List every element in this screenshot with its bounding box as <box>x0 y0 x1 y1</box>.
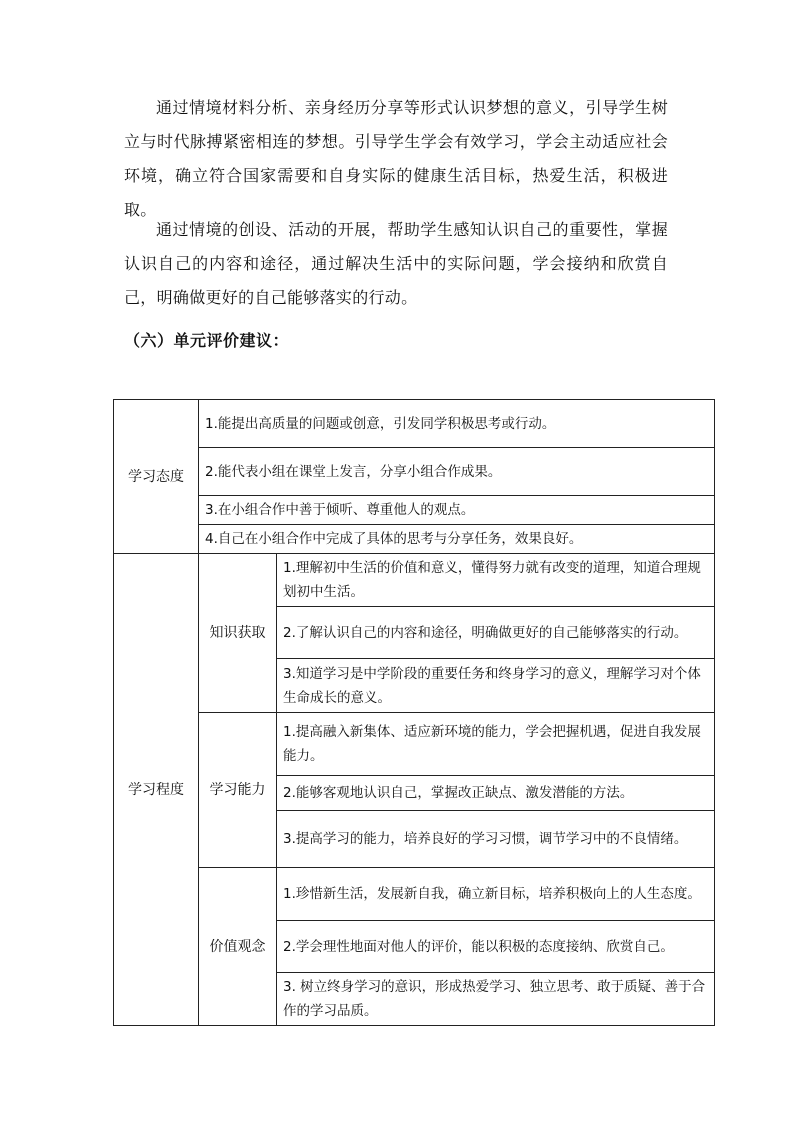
values-item-3: 3. 树立终身学习的意识，形成热爱学习、独立思考、敢于质疑、善于合作的学习品质。 <box>277 973 715 1026</box>
attitude-item-1: 1.能提出高质量的问题或创意，引发同学积极思考或行动。 <box>199 400 715 448</box>
values-item-1: 1.珍惜新生活，发展新自我，确立新目标，培养积极向上的人生态度。 <box>277 868 715 921</box>
table-row <box>114 496 715 525</box>
category-degree: 学习程度 <box>114 554 199 1026</box>
table-row <box>114 868 715 921</box>
knowledge-item-3: 3.知道学习是中学阶段的重要任务和终身学习的意义，理解学习对个体生命成长的意义。 <box>277 659 715 713</box>
subcategory-knowledge: 知识获取 <box>199 554 277 713</box>
subcategory-ability: 学习能力 <box>199 713 277 868</box>
table-row <box>114 713 715 776</box>
knowledge-item-2: 2.了解认识自己的内容和途径，明确做更好的自己能够落实的行动。 <box>277 607 715 659</box>
table-row <box>114 525 715 554</box>
ability-item-3: 3.提高学习的能力，培养良好的学习习惯，调节学习中的不良情绪。 <box>277 811 715 868</box>
category-attitude: 学习态度 <box>114 400 199 554</box>
section-title: （六）单元评价建议： <box>124 331 290 350</box>
table-row <box>114 448 715 496</box>
attitude-item-3: 3.在小组合作中善于倾听、尊重他人的观点。 <box>199 496 715 525</box>
evaluation-table <box>113 399 715 1026</box>
ability-item-1: 1.提高融入新集体、适应新环境的能力，学会把握机遇，促进自我发展能力。 <box>277 713 715 776</box>
attitude-item-4: 4.自己在小组合作中完成了具体的思考与分享任务，效果良好。 <box>199 525 715 554</box>
table-row <box>114 554 715 607</box>
ability-item-2: 2.能够客观地认识自己，掌握改正缺点、激发潜能的方法。 <box>277 776 715 811</box>
subcategory-values: 价值观念 <box>199 868 277 1026</box>
knowledge-item-1: 1.理解初中生活的价值和意义，懂得努力就有改变的道理，知道合理规划初中生活。 <box>277 554 715 607</box>
intro-paragraph-2: 通过情境的创设、活动的开展，帮助学生感知认识自己的重要性，掌握认识自己的内容和途径，通过解决生活中的实际问题，学会接纳和欣赏自己，明确做更好的自己能够落实的行动。 <box>124 220 668 307</box>
values-item-2: 2.学会理性地面对他人的评价，能以积极的态度接纳、欣赏自己。 <box>277 921 715 973</box>
attitude-item-2: 2.能代表小组在课堂上发言，分享小组合作成果。 <box>199 448 715 496</box>
table-row <box>114 400 715 448</box>
intro-paragraph-1: 通过情境材料分析、亲身经历分享等形式认识梦想的意义，引导学生树立与时代脉搏紧密相连的梦想。引导学生学会有效学习，学会主动适应社会环境，确立符合国家需要和自身实际的健康生活目标，热爱生活，积极进取。 <box>124 98 668 219</box>
